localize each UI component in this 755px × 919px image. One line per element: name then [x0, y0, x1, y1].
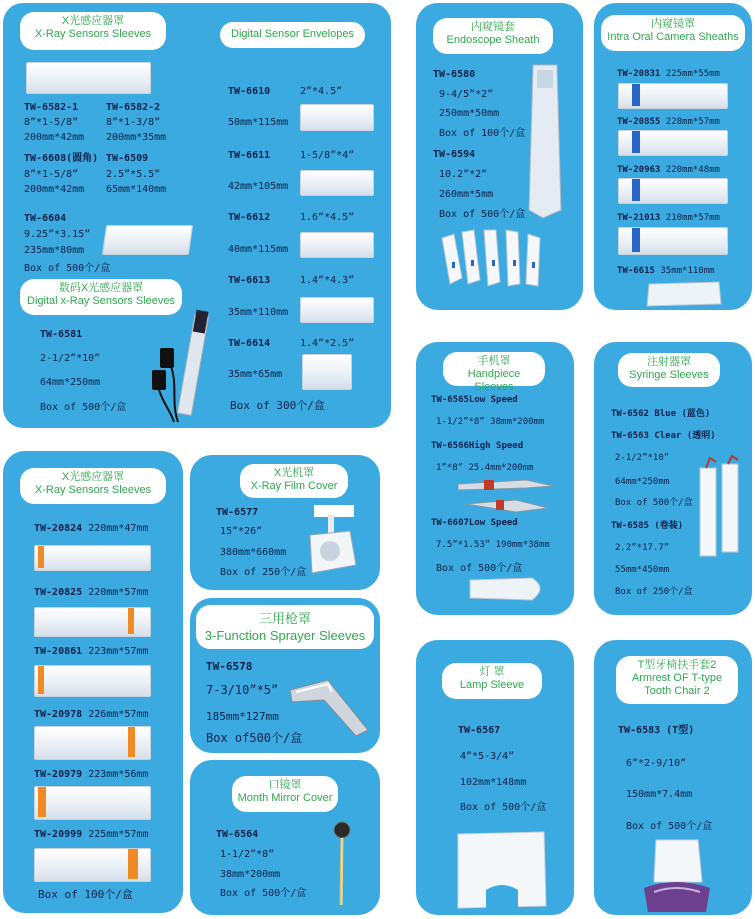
p9-code: TW-6578: [206, 660, 253, 673]
handpiece-image: [456, 474, 556, 516]
p4-mm-5: 35mm*110mm: [660, 266, 715, 276]
p2-mm-4: 35mm*110mm: [228, 307, 289, 318]
p1-size-2: 8”*1-3/8”: [106, 117, 161, 128]
title-mirror-cover: [232, 776, 338, 812]
p9-box: Box of500个/盒: [206, 731, 303, 745]
p4-mm-1: 225mm*55mm: [665, 69, 720, 79]
p1-code-2: TW-6582-2: [106, 102, 161, 113]
p1-size-4: 2.5”*5.5”: [106, 169, 161, 180]
title-syringe-sleeves: [618, 353, 720, 387]
p1-code-5: TW-6604: [24, 213, 67, 224]
p5-line-2: 1-1/2”*8” 38mm*200mm: [436, 417, 545, 427]
p2-size-5: 1.4”*2.5”: [300, 338, 355, 349]
title-cn: 注射器罩: [647, 356, 691, 368]
p4-mm-4: 210mm*57mm: [665, 213, 720, 223]
p7-item-3: [34, 645, 148, 658]
title-cn: 数码X光感应器罩: [58, 282, 144, 294]
lamp-sleeve-image: [456, 830, 548, 910]
p3-box-2: Box of 500个/盒: [439, 209, 526, 220]
p4-item-3: [617, 164, 720, 177]
title-sprayer-sleeves: [196, 605, 374, 649]
title-cn: 内窥镜套: [471, 21, 515, 33]
title-en: Intra Oral Camera Sheaths: [607, 31, 739, 43]
p6-line-2: TW-6563 Clear (透明): [611, 431, 716, 441]
p8-code: TW-6577: [216, 507, 259, 518]
envelope-image-3: [300, 232, 374, 258]
p2-box: Box of 300个/盒: [230, 399, 325, 412]
p10-code: TW-6564: [216, 829, 259, 840]
camera-sheath-band-4: [632, 228, 640, 252]
title-handpiece-sleeves: [443, 352, 545, 393]
title-cn: 内窥镜罩: [651, 18, 695, 30]
title-armrest: [616, 656, 738, 704]
p5-line-5: TW-6607Low Speed: [431, 518, 518, 528]
p2-code-2: TW-6611: [228, 150, 271, 161]
p3-box-1: Box of 100个/盒: [439, 128, 526, 139]
title-cn: X光感应器罩: [61, 471, 125, 483]
p8-mm: 380mm*660mm: [220, 547, 287, 558]
title-en: 3-Function Sprayer Sleeves: [204, 628, 366, 643]
p11-box: Box of 500个/盒: [460, 802, 547, 813]
p7-code-6: TW-20999: [34, 829, 83, 840]
p1-mm-2: 200mm*35mm: [106, 132, 167, 143]
title-cn: 手机罩: [477, 355, 511, 367]
xray-film-cover-image: [302, 505, 362, 580]
p8-box: Box of 250个/盒: [220, 567, 307, 578]
title-cn: 三用枪罩: [258, 611, 311, 626]
p7-item-2: [34, 586, 148, 599]
p7-mm-5: 223mm*56mm: [88, 769, 149, 780]
p3-code-1: TW-6580: [433, 69, 476, 80]
p1-size-1: 8”*1-5/8”: [24, 117, 79, 128]
p9-size: 7-3/10”*5”: [206, 683, 279, 697]
endoscope-sheath-image: [525, 60, 565, 220]
p2-code-5: TW-6614: [228, 338, 271, 349]
p7-code-3: TW-20861: [34, 646, 83, 657]
envelope-image-4: [300, 297, 374, 323]
orange-band-2: [128, 608, 134, 634]
p2-code-4: TW-6613: [228, 275, 271, 286]
orange-band-5: [38, 787, 46, 817]
endoscope-sheaths-row-image: [440, 228, 555, 294]
sprayer-sleeve-image: [288, 670, 370, 738]
p5-line-3: TW-6566High Speed: [431, 441, 524, 451]
envelope-image-5: [302, 354, 352, 390]
title-cn: T型牙椅扶手套2: [637, 659, 717, 671]
p1b-code: TW-6581: [40, 329, 83, 340]
panel-digital-sensor-envelopes: [195, 3, 391, 428]
p4-mm-2: 228mm*57mm: [665, 117, 720, 127]
title-en: Endoscope Sheath: [446, 34, 540, 46]
p10-box: Box of 500个/盒: [220, 888, 307, 899]
title-en: Lamp Sleeve: [459, 679, 525, 691]
p6-line-7: 2.2”*17.7”: [615, 543, 670, 553]
title-lamp-sleeve: [442, 663, 542, 699]
orange-band-6: [128, 849, 138, 879]
p7-code-1: TW-20824: [34, 523, 83, 534]
orange-band-3: [38, 666, 44, 694]
p1b-box: Box of 500个/盒: [40, 402, 127, 413]
orange-band-4: [128, 727, 135, 757]
p1-mm-4: 65mm*140mm: [106, 184, 167, 195]
p12-mm: 150mm*7.4mm: [626, 789, 693, 800]
p2-size-2: 1-5/8”*4”: [300, 150, 355, 161]
title-en: Digital x-Ray Sensors Sleeves: [27, 295, 175, 307]
p4-code-1: TW-20831: [617, 69, 661, 79]
p4-code-3: TW-20963: [617, 165, 661, 175]
p7-mm-6: 225mm*57mm: [88, 829, 149, 840]
p7-mm-2: 220mm*57mm: [88, 587, 149, 598]
p4-code-5: TW-6615: [617, 266, 655, 276]
title-xray-sensor-sleeves: [20, 12, 166, 50]
orange-band-1: [38, 546, 44, 568]
envelope-image-2: [300, 170, 374, 196]
p5-line-1: TW-6565Low Speed: [431, 395, 518, 405]
p5-line-6: 7.5”*1.53” 190mm*38mm: [436, 540, 550, 550]
p4-code-4: TW-21013: [617, 213, 661, 223]
title-en: Syringe Sleeves: [629, 369, 709, 381]
handpiece-sleeve-image: [468, 576, 550, 602]
p2-mm-3: 40mm*115mm: [228, 244, 289, 255]
title-cn: 灯 罩: [479, 666, 505, 678]
p2-mm-2: 42mm*105mm: [228, 181, 289, 192]
p7-item-4: [34, 708, 148, 721]
p6-line-3: 2-1/2”*10”: [615, 453, 670, 463]
p7-code-2: TW-20825: [34, 587, 83, 598]
camera-sheath-band-2: [632, 131, 640, 153]
title-en-2: Tooth Chair 2: [644, 685, 710, 697]
p6-line-1: TW-6562 Blue (蓝色): [611, 409, 711, 419]
xray-sleeve-image-5: [34, 786, 151, 820]
xray-sleeve-image-1: [34, 545, 151, 571]
p7-item-6: [34, 828, 148, 841]
p4-code-2: TW-20855: [617, 117, 661, 127]
p12-code: TW-6583 (T型): [618, 725, 695, 736]
title-xray-film-cover: [240, 464, 348, 498]
p2-mm-1: 50mm*115mm: [228, 117, 289, 128]
p7-box: Box of 100个/盒: [38, 888, 133, 901]
p6-line-6: TW-6585 (卷装): [611, 521, 684, 531]
camera-sheath-band-3: [632, 179, 640, 201]
p1-size-3: 8”*1-5/8”: [24, 169, 79, 180]
title-en: X-Ray Sensors Sleeves: [34, 28, 152, 40]
syringe-sleeve-image: [696, 458, 746, 558]
p4-item-4: [617, 212, 720, 225]
p3-mm-2: 260mm*5mm: [439, 189, 494, 200]
p5-box: Box of 500个/盒: [436, 563, 523, 574]
title-cn: X光感应器罩: [61, 15, 125, 27]
title-intra-oral-camera-sheaths: [601, 15, 745, 51]
title-en-1: Armrest OF T-type: [631, 672, 723, 684]
title-cn: 口镜罩: [268, 779, 302, 791]
sensor-sleeve-image: [26, 62, 151, 94]
p1b-mm: 64mm*250mm: [40, 377, 101, 388]
p5-line-4: 1”*8” 25.4mm*200mm: [436, 463, 534, 473]
p10-size: 1-1/2”*8”: [220, 849, 275, 860]
p6-line-4: 64mm*250mm: [615, 477, 670, 487]
sensor-sleeve-wide-image: [102, 225, 193, 255]
p6-line-9: Box of 250个/盒: [615, 587, 693, 597]
camera-sheath-band-1: [632, 84, 640, 106]
p6-line-8: 55mm*450mm: [615, 565, 670, 575]
xray-sleeve-image-3: [34, 665, 151, 697]
envelope-image-1: [300, 104, 374, 131]
title-en: Digital Sensor Envelopes: [231, 28, 354, 40]
p1-code-1: TW-6582-1: [24, 102, 79, 113]
p7-code-5: TW-20979: [34, 769, 83, 780]
title-en: X-Ray Sensors Sleeves: [34, 484, 152, 496]
p3-size-1: 9-4/5”*2”: [439, 89, 494, 100]
p1-mm-1: 200mm*42mm: [24, 132, 85, 143]
p11-size: 4”*5-3/4”: [460, 751, 515, 762]
p2-code-1: TW-6610: [228, 86, 271, 97]
camera-sheath-small-image: [645, 280, 725, 308]
p2-size-4: 1.4”*4.3”: [300, 275, 355, 286]
p2-size-3: 1.6”*4.5”: [300, 212, 355, 223]
title-endoscope-sheath: [433, 18, 553, 54]
p4-item-2: [617, 116, 720, 129]
p1b-size: 2-1/2”*10”: [40, 353, 101, 364]
p9-mm: 185mm*127mm: [206, 710, 279, 723]
p1-mm-5: 235mm*80mm: [24, 245, 85, 256]
p2-size-1: 2”*4.5”: [300, 86, 343, 97]
title-en: Handpiece Sleeves: [467, 368, 521, 393]
p1-size-5: 9.25”*3.15”: [24, 229, 91, 240]
p12-size: 6”*2-9/10”: [626, 758, 687, 769]
title-en: X-Ray Film Cover: [250, 480, 338, 492]
p1-mm-3: 200mm*42mm: [24, 184, 85, 195]
p12-box: Box of 500个/盒: [626, 821, 713, 832]
p7-item-5: [34, 768, 148, 781]
p7-item-1: [34, 522, 148, 535]
p7-code-4: TW-20978: [34, 709, 83, 720]
p11-code: TW-6567: [458, 725, 501, 736]
p6-line-5: Box of 500个/盒: [615, 498, 693, 508]
p3-code-2: TW-6594: [433, 149, 476, 160]
mouth-mirror-image: [330, 820, 354, 910]
p10-mm: 38mm*200mm: [220, 869, 281, 880]
p2-mm-5: 35mm*65mm: [228, 369, 283, 380]
p4-item-1: [617, 68, 720, 81]
p7-mm-4: 226mm*57mm: [88, 709, 149, 720]
digital-sensor-image: [150, 310, 220, 425]
p8-size: 15”*26”: [220, 526, 263, 537]
p2-code-3: TW-6612: [228, 212, 271, 223]
p1-box: Box of 500个/盒: [24, 263, 111, 274]
p4-mm-3: 220mm*48mm: [665, 165, 720, 175]
p4-item-5: [617, 265, 715, 278]
p1-code-3: TW-6608(圆角): [24, 153, 99, 164]
p7-mm-1: 220mm*47mm: [88, 523, 149, 534]
title-digital-sensor-envelopes: [220, 22, 365, 48]
title-en: Month Mirror Cover: [237, 792, 333, 804]
p7-mm-3: 223mm*57mm: [88, 646, 149, 657]
title-cn: X光机罩: [273, 467, 315, 479]
p11-mm: 102mm*148mm: [460, 777, 527, 788]
title-xray-sensor-sleeves-2: [20, 468, 166, 504]
p3-mm-1: 250mm*50mm: [439, 108, 500, 119]
armrest-image: [640, 838, 714, 914]
p3-size-2: 10.2”*2”: [439, 169, 488, 180]
p1-code-4: TW-6509: [106, 153, 149, 164]
